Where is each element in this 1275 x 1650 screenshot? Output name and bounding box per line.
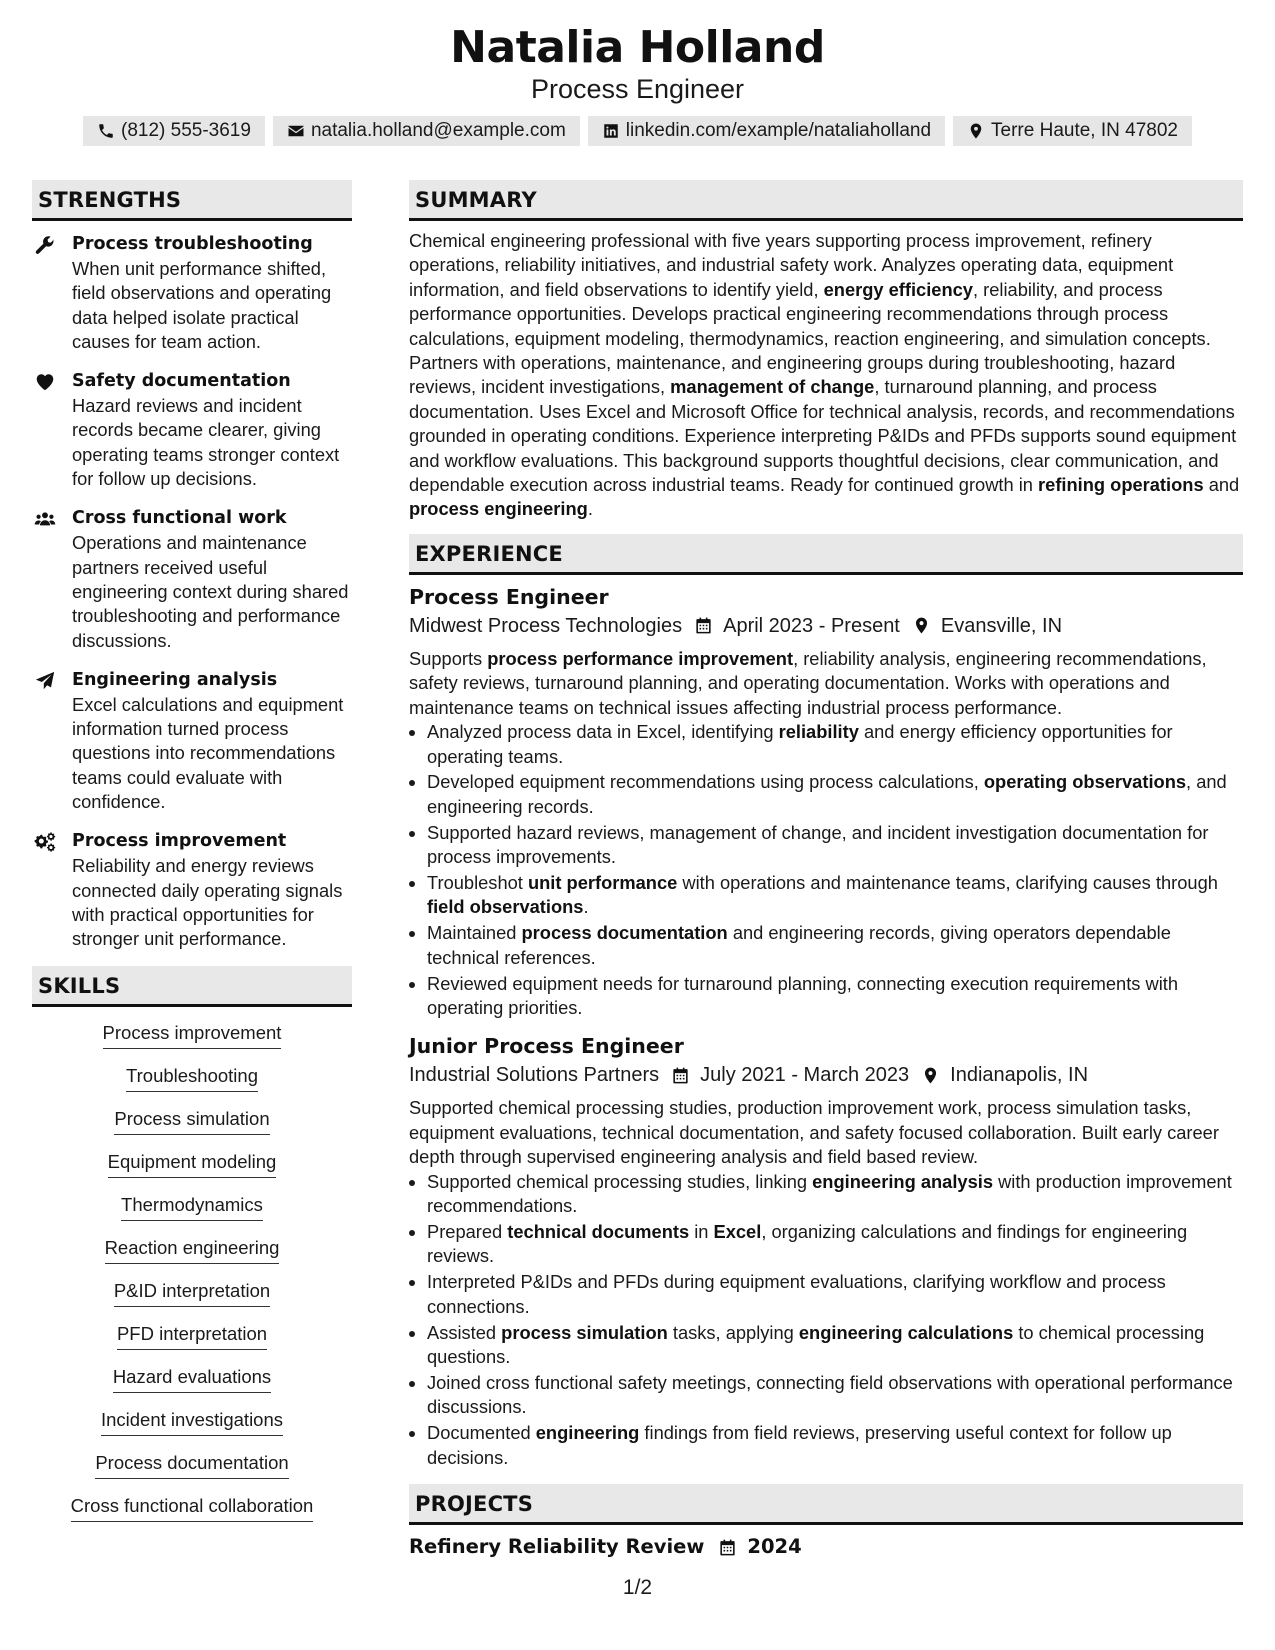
skill-item: Cross functional collaboration — [71, 1494, 314, 1522]
job-bullet: • Prepared technical documents in Excel, organizing calculations and findings for engineering reviews. — [427, 1220, 1243, 1269]
candidate-name: Natalia Holland — [450, 22, 825, 73]
job-entry — [409, 583, 1243, 1021]
job-description: Supported chemical processing studies, production improvement work, process simulation tasks, equipment evaluations, technical documentation, and safety focused collaboration. Built early career depth through supervised engineering analysis and field based review. — [409, 1097, 1219, 1168]
experience-heading: EXPERIENCE — [409, 534, 1243, 575]
job-dates: July 2021 - March 2023 — [700, 1064, 910, 1087]
summary-heading: SUMMARY — [409, 180, 1243, 221]
strength-text: Excel calculations and equipment information turned process questions into recommendations teams could evaluate with confidence. — [72, 693, 344, 813]
job-bullet: • Supported chemical processing studies, linking engineering analysis with production improvement recommendations. — [427, 1170, 1243, 1219]
job-entry — [409, 1032, 1243, 1470]
job-bullet: • Developed equipment recommendations using process calculations, operating observations, and engineering records. — [427, 770, 1243, 819]
job-title: Process Engineer — [409, 584, 609, 609]
envelope-icon — [287, 122, 305, 140]
strength-item — [32, 231, 352, 354]
contact-location — [953, 116, 1192, 146]
skill-item: P&ID interpretation — [114, 1279, 270, 1307]
map-pin-icon — [921, 1066, 940, 1085]
strength-item — [32, 368, 352, 491]
skill-item: Process simulation — [114, 1107, 269, 1135]
job-bullet: • Documented engineering findings from field reviews, preserving useful context for follow up decisions. — [427, 1421, 1243, 1470]
paper-plane-icon — [34, 670, 56, 692]
skills-heading: SKILLS — [32, 966, 352, 1007]
job-description: Supports process performance improvement, reliability analysis, engineering recommendations, safety reviews, turnaround planning, and operating documentation. Works with operations and maintenance teams on technical issues affecting industrial process performance. — [409, 647, 1207, 718]
strength-title: Process improvement — [72, 831, 287, 852]
strength-text: When unit performance shifted, field observations and operating data helped isolate practical causes for team action. — [72, 258, 332, 352]
calendar-icon — [671, 1066, 690, 1085]
job-bullet: • Maintained process documentation and engineering records, giving operators dependable technical references. — [427, 921, 1243, 970]
job-bullet: • Assisted process simulation tasks, applying engineering calculations to chemical processing questions. — [427, 1321, 1243, 1370]
resume-header — [0, 22, 1275, 146]
wrench-icon — [34, 234, 56, 256]
project-year: 2024 — [747, 1535, 802, 1559]
skill-item: Process documentation — [95, 1451, 288, 1479]
skill-item: Thermodynamics — [121, 1193, 263, 1221]
page-number: 1/2 — [622, 1576, 653, 1599]
email-text: natalia.holland@example.com — [310, 120, 566, 141]
skill-item: Troubleshooting — [126, 1064, 258, 1092]
map-pin-icon — [912, 616, 931, 635]
skill-item: Process improvement — [103, 1021, 282, 1049]
strengths-heading: STRENGTHS — [32, 180, 352, 221]
candidate-title: Process Engineer — [530, 74, 745, 104]
left-column — [32, 180, 352, 1537]
phone-text: (812) 555-3619 — [121, 120, 251, 141]
projects-heading: PROJECTS — [409, 1484, 1243, 1525]
linkedin-text: linkedin.com/example/nataliaholland — [625, 120, 932, 141]
skill-item: Hazard evaluations — [113, 1365, 271, 1393]
contact-email[interactable] — [273, 116, 580, 146]
skills-list — [32, 1021, 352, 1537]
skill-item: Equipment modeling — [108, 1150, 277, 1178]
job-bullet: • Supported hazard reviews, management of change, and incident investigation documentation for process improvements. — [427, 821, 1243, 870]
job-meta — [409, 611, 1243, 641]
skill-item: Incident investigations — [101, 1408, 283, 1436]
job-bullets — [409, 1170, 1243, 1470]
skill-item: PFD interpretation — [117, 1322, 267, 1350]
project-entry — [409, 1533, 1243, 1561]
strength-text: Hazard reviews and incident records became clearer, giving operating teams stronger context for follow up decisions. — [72, 395, 340, 490]
job-bullet: • Reviewed equipment needs for turnaround planning, connecting execution requirements with operating priorities. — [427, 972, 1243, 1021]
contact-phone[interactable] — [83, 116, 265, 146]
job-dates: April 2023 - Present — [723, 614, 900, 637]
strength-title: Process troubleshooting — [72, 234, 313, 254]
strengths-list — [32, 231, 352, 952]
strength-item — [32, 828, 352, 951]
job-bullet: • Interpreted P&IDs and PFDs during equipment evaluations, clarifying workflow and process connections. — [427, 1270, 1243, 1319]
job-location: Evansville, IN — [940, 614, 1063, 637]
job-title: Junior Process Engineer — [409, 1034, 684, 1059]
strength-item — [32, 505, 352, 652]
skill-item: Reaction engineering — [105, 1236, 280, 1264]
calendar-icon — [718, 1538, 737, 1557]
phone-icon — [97, 122, 115, 140]
linkedin-icon — [602, 122, 620, 140]
job-bullet: • Troubleshot unit performance with operations and maintenance teams, clarifying causes through field observations. — [427, 871, 1243, 920]
job-location: Indianapolis, IN — [950, 1064, 1089, 1087]
job-bullet: • Joined cross functional safety meetings, connecting field observations with operational performance discussions. — [427, 1371, 1243, 1420]
strength-title: Cross functional work — [72, 508, 287, 529]
summary-text: Chemical engineering professional with five years supporting process improvement, refinery operations, reliability initiatives, and industrial safety work. Analyzes operating data, equipment information, and field observations to identify yield, energy efficiency, reliability, and process performance opportunities. Develops practical engineering recommendations through process calculations, equipment modeling, thermodynamics, reaction engineering, and simulation concepts. Partners with operations, maintenance, and engineering groups during troubleshooting, hazard reviews, incident investigations, management of change, turnaround planning, and process documentation. Uses Excel and Microsoft Office for technical analysis, records, and recommendations grounded in operating conditions. Experience interpreting P&IDs and PFDs supports sound equipment and workflow evaluations. This background supports thoughtful decisions, clear communication, and dependable execution across industrial teams. Ready for continued growth in refining operations and process engineering. — [409, 230, 1240, 520]
contact-bar — [0, 116, 1275, 146]
strength-title: Engineering analysis — [72, 669, 278, 690]
strength-text: Operations and maintenance partners received useful engineering context during shared troubleshooting and performance discussions. — [72, 532, 349, 651]
job-bullets — [409, 720, 1243, 1020]
right-column — [409, 180, 1243, 1561]
job-meta — [409, 1060, 1243, 1090]
contact-linkedin[interactable] — [588, 116, 945, 146]
location-text: Terre Haute, IN 47802 — [991, 120, 1178, 141]
strength-title: Safety documentation — [72, 371, 291, 392]
strength-text: Reliability and energy reviews connected daily operating signals with practical opportunities for stronger unit performance. — [72, 855, 343, 950]
job-bullet: • Analyzed process data in Excel, identifying reliability and energy efficiency opportunities for operating teams. — [427, 720, 1243, 769]
heart-icon — [34, 371, 56, 393]
users-icon — [34, 508, 56, 530]
job-company: Midwest Process Technologies — [409, 614, 683, 637]
gears-icon — [34, 831, 56, 853]
map-pin-icon — [967, 122, 985, 140]
calendar-icon — [694, 616, 713, 635]
job-company: Industrial Solutions Partners — [409, 1064, 660, 1087]
strength-item — [32, 667, 352, 814]
project-title: Refinery Reliability Review — [409, 1535, 705, 1559]
